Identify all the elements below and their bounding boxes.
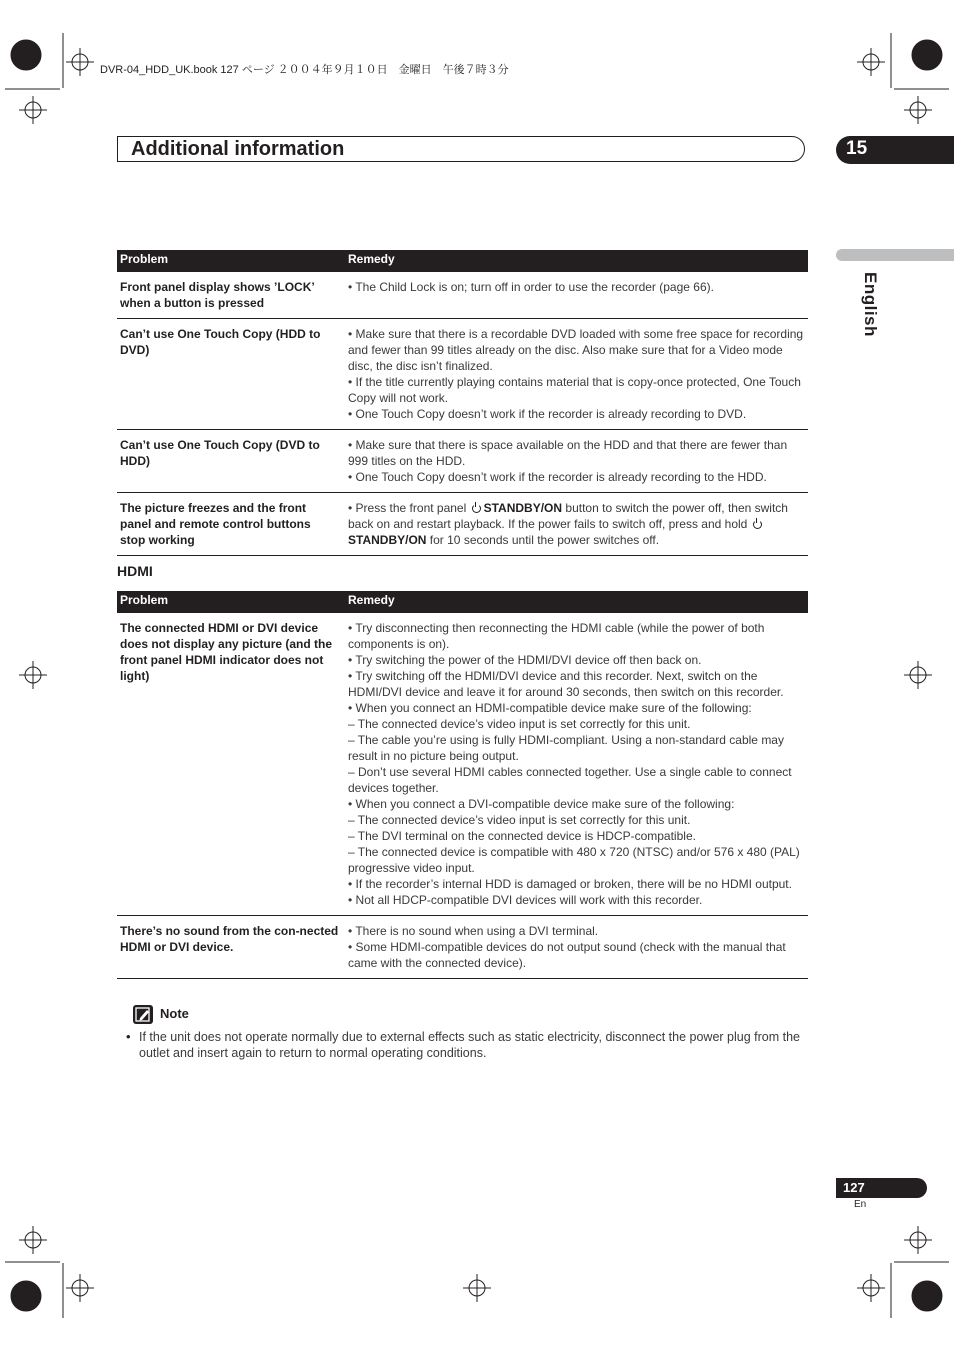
- remedy-text: • Press the front panel: [348, 501, 467, 515]
- page-number-tab: [836, 1178, 927, 1198]
- remedy-line: • The Child Lock is on; turn off in order to use the recorder (page 66).: [348, 280, 714, 294]
- remedy-line: • Try switching the power of the HDMI/DVI device off then back on.: [348, 653, 702, 667]
- table-row: [117, 319, 808, 430]
- language-bar: [836, 249, 954, 261]
- table-row: [117, 916, 808, 979]
- table-row: [117, 493, 808, 556]
- section-heading-hdmi: HDMI: [117, 563, 153, 579]
- page-title: Additional information: [131, 138, 345, 160]
- table-row: [117, 430, 808, 493]
- remedy-line: • One Touch Copy doesn’t work if the recorder is already recording to DVD.: [348, 407, 747, 421]
- remedy-cell: [345, 916, 808, 979]
- hdmi-troubleshooting-table: [117, 591, 808, 979]
- column-header-remedy: Remedy: [345, 591, 808, 613]
- troubleshooting-table: [117, 250, 808, 556]
- remedy-line: • If the title currently playing contains material that is copy-once protected, One Touch Copy will not work.: [348, 375, 801, 405]
- remedy-cell: [345, 272, 808, 319]
- table-header-row: [117, 591, 808, 613]
- print-header: DVR-04_HDD_UK.book 127 ページ ２００４年９月１０日 金曜日 午後７時３分: [100, 64, 509, 76]
- note-title: Note: [160, 1006, 189, 1021]
- remedy-line: • Try switching off the HDMI/DVI device and this recorder. Next, switch on the HDMI/DVI device and leave it for around 30 seconds, then switch on this recorder.: [348, 669, 784, 699]
- table-row: [117, 613, 808, 916]
- chapter-number: 15: [846, 138, 868, 159]
- problem-cell: Can’t use One Touch Copy (DVD to HDD): [117, 430, 345, 493]
- remedy-line: • Some HDMI-compatible devices do not output sound (check with the manual that came with the connected device).: [348, 940, 786, 970]
- power-icon: [753, 520, 762, 529]
- remedy-cell: [345, 319, 808, 430]
- remedy-text: button to switch the power off, then switch back on and restart playback. If the power fails to switch off, press and hold: [348, 501, 788, 531]
- remedy-line: – The connected device is compatible with 480 x 720 (NTSC) and/or 576 x 480 (PAL) progressive video input.: [348, 845, 800, 875]
- remedy-line: – The connected device’s video input is set correctly for this unit.: [348, 813, 691, 827]
- pencil-note-icon: [133, 1005, 153, 1024]
- problem-cell: Front panel display shows ’LOCK’ when a button is pressed: [117, 272, 345, 319]
- problem-cell: Can’t use One Touch Copy (HDD to DVD): [117, 319, 345, 430]
- problem-cell: There’s no sound from the con-nected HDMI or DVI device.: [117, 916, 345, 979]
- table-header-row: [117, 250, 808, 272]
- remedy-line: • Try disconnecting then reconnecting the HDMI cable (while the power of both components is on).: [348, 621, 765, 651]
- table-row: [117, 272, 808, 319]
- page-language: En: [854, 1199, 867, 1210]
- problem-cell: The connected HDMI or DVI device does not display any picture (and the front panel HDMI indicator does not light): [117, 613, 345, 916]
- remedy-text: for 10 seconds until the power switches off.: [429, 533, 660, 547]
- remedy-line: • If the recorder’s internal HDD is damaged or broken, there will be no HDMI output.: [348, 877, 792, 891]
- column-header-problem: Problem: [117, 250, 345, 272]
- column-header-remedy: Remedy: [345, 250, 808, 272]
- remedy-line: – The connected device’s video input is set correctly for this unit.: [348, 717, 691, 731]
- remedy-line: • Not all HDCP-compatible DVI devices will work with this recorder.: [348, 893, 703, 907]
- remedy-line: • Make sure that there is a recordable DVD loaded with some free space for recording and fewer than 99 titles already on the disc. Also make sure that for a Video mode disc, the disc isn’t finalized.: [348, 327, 804, 373]
- problem-cell: The picture freezes and the front panel and remote control buttons stop working: [117, 493, 345, 556]
- remedy-cell: [345, 493, 808, 556]
- remedy-line: • When you connect a DVI-compatible device make sure of the following:: [348, 797, 735, 811]
- remedy-line: • There is no sound when using a DVI terminal.: [348, 924, 599, 938]
- page-number: 127: [843, 1180, 865, 1195]
- remedy-line: • When you connect an HDMI-compatible device make sure of the following:: [348, 701, 752, 715]
- chapter-tab: [836, 136, 954, 164]
- remedy-line: – The DVI terminal on the connected device is HDCP-compatible.: [348, 829, 696, 843]
- remedy-line: • Make sure that there is space available on the HDD and that there are fewer than 999 titles on the HDD.: [348, 438, 788, 468]
- standby-on-label: STANDBY/ON: [483, 501, 563, 515]
- language-label: English: [861, 272, 880, 337]
- remedy-line: – The cable you’re using is fully HDMI-compliant. Using a non-standard cable may result in no picture being output.: [348, 733, 784, 763]
- remedy-cell: [345, 613, 808, 916]
- column-header-problem: Problem: [117, 591, 345, 613]
- remedy-line: • One Touch Copy doesn’t work if the recorder is already recording to the HDD.: [348, 470, 767, 484]
- remedy-cell: [345, 430, 808, 493]
- note-text: If the unit does not operate normally due to external effects such as static electricity, disconnect the power plug from the outlet and insert again to return to normal operating conditions.: [139, 1030, 801, 1060]
- title-bar: [117, 136, 805, 162]
- standby-on-label: STANDBY/ON: [348, 533, 427, 547]
- note-bullet: •: [126, 1029, 131, 1044]
- remedy-line: – Don’t use several HDMI cables connected together. Use a single cable to connect devices together.: [348, 765, 792, 795]
- power-icon: [472, 504, 481, 513]
